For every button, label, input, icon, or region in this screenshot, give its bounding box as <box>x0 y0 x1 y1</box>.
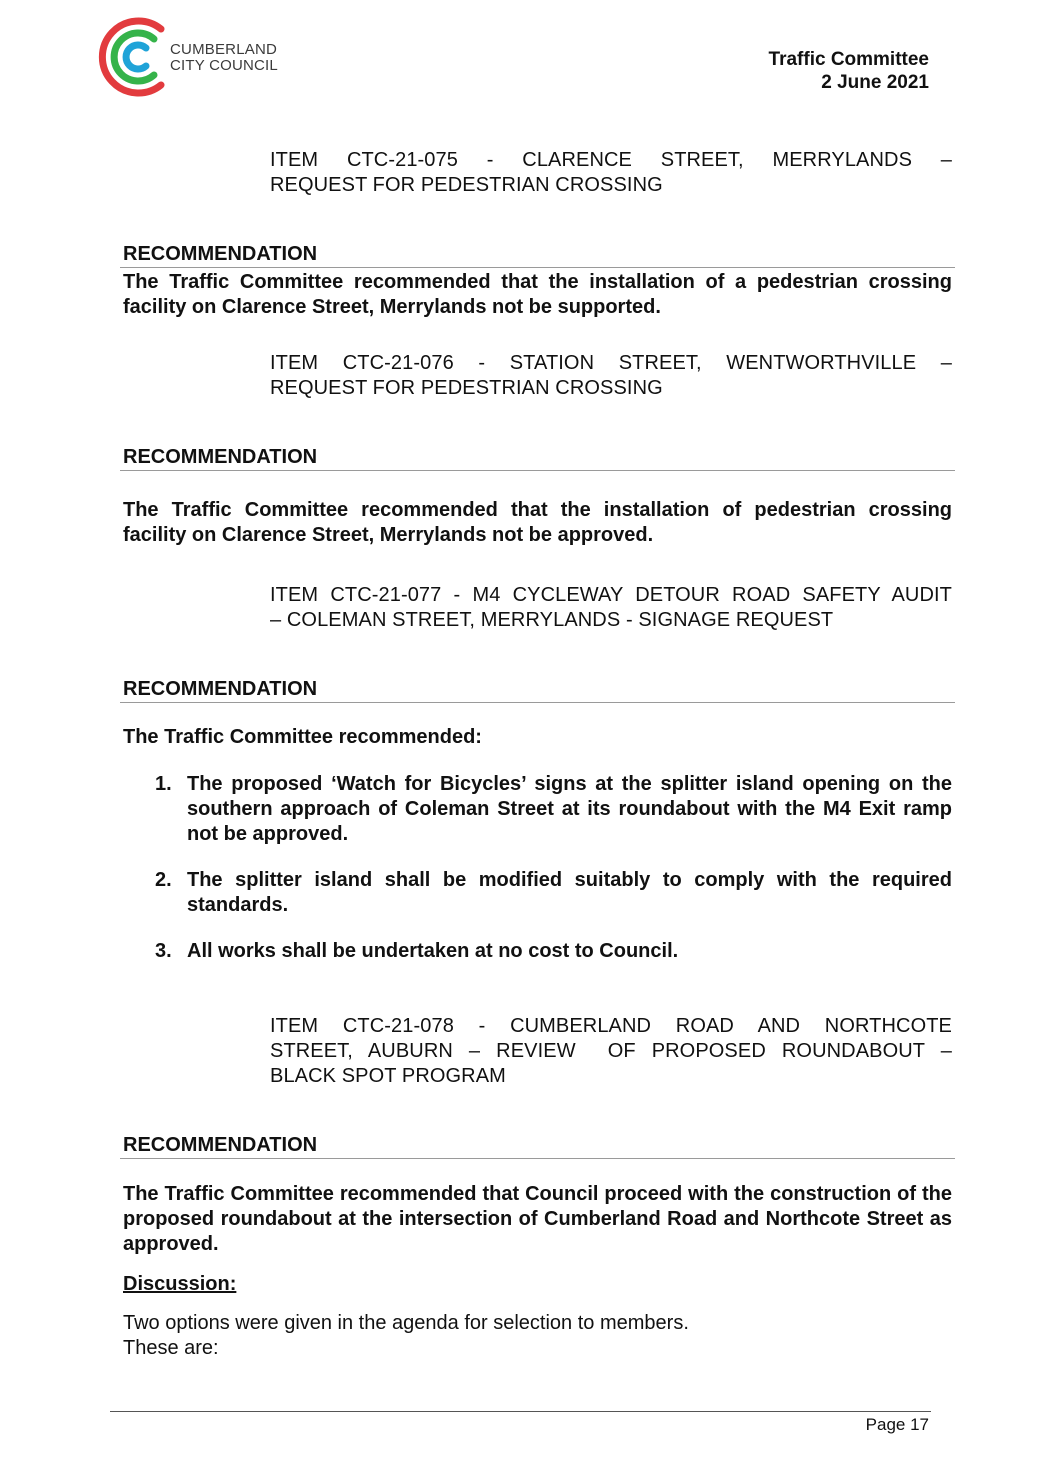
list-item-number: 3. <box>155 940 172 962</box>
list-item-text: The proposed ‘Watch for Bicycles’ signs at the splitter island opening on the southern approach of Coleman Street at its roundabout with the M4 Exit ramp not be approved. <box>187 773 952 845</box>
list-item-text: The splitter island shall be modified suitably to comply with the required standards. <box>187 869 952 916</box>
council-name <box>170 42 278 74</box>
item-heading-078-line3: BLACK SPOT PROGRAM <box>270 1065 506 1087</box>
recommendation-text-075-line2: facility on Clarence Street, Merrylands not be supported. <box>123 296 661 318</box>
list-item <box>123 868 952 918</box>
item-heading-075-line2: REQUEST FOR PEDESTRIAN CROSSING <box>270 174 663 196</box>
recommendation-text-076-line2: facility on Clarence Street, Merrylands not be approved. <box>123 524 654 546</box>
discussion-text-line1: Two options were given in the agenda for selection to members. <box>123 1312 689 1334</box>
list-item-number: 2. <box>155 869 172 891</box>
recommendation-title-075: RECOMMENDATION <box>120 242 955 268</box>
council-logo <box>98 15 298 99</box>
item-heading-076 <box>270 351 952 401</box>
header-meta <box>769 48 929 94</box>
item-heading-078-line1: ITEM CTC-21-078 - CUMBERLAND ROAD AND NORTHCOTE <box>270 1015 952 1037</box>
footer-divider <box>110 1411 931 1412</box>
recommendation-intro-077: The Traffic Committee recommended: <box>123 726 482 748</box>
item-heading-077 <box>270 583 952 633</box>
recommendation-text-075 <box>123 270 952 320</box>
recommendation-title-078: RECOMMENDATION <box>120 1133 955 1159</box>
item-heading-078 <box>270 1014 952 1089</box>
recommendation-text-078: The Traffic Committee recommended that Council proceed with the construction of the proposed roundabout at the intersection of Cumberland Road and Northcote Street as approved. <box>123 1183 952 1255</box>
discussion-text <box>123 1311 952 1361</box>
item-heading-078-line2: STREET, AUBURN – REVIEW OF PROPOSED ROUNDABOUT – <box>270 1040 952 1062</box>
list-item <box>123 772 952 847</box>
item-heading-076-line1: ITEM CTC-21-076 - STATION STREET, WENTWORTHVILLE – <box>270 352 952 374</box>
recommendation-list-077 <box>123 772 952 964</box>
recommendation-text-075-line1: The Traffic Committee recommended that the installation of a pedestrian crossing <box>123 271 952 293</box>
list-item-number: 1. <box>155 773 172 795</box>
recommendation-text-076-line1: The Traffic Committee recommended that the installation of pedestrian crossing <box>123 499 952 521</box>
item-heading-075 <box>270 148 952 198</box>
recommendation-text-076 <box>123 498 952 548</box>
item-heading-075-line1: ITEM CTC-21-075 - CLARENCE STREET, MERRYLANDS – <box>270 149 952 171</box>
discussion-text-line2: These are: <box>123 1337 219 1359</box>
page-number: Page 17 <box>865 1415 929 1434</box>
item-heading-077-line1: ITEM CTC-21-077 - M4 CYCLEWAY DETOUR ROAD SAFETY AUDIT <box>270 584 952 606</box>
item-heading-077-line2: – COLEMAN STREET, MERRYLANDS - SIGNAGE REQUEST <box>270 609 834 631</box>
council-name-line1: CUMBERLAND <box>170 41 278 58</box>
discussion-title: Discussion: <box>123 1273 237 1295</box>
council-logo-icon <box>98 15 168 99</box>
list-item-text: All works shall be undertaken at no cost to Council. <box>187 940 679 962</box>
committee-name: Traffic Committee <box>768 49 929 70</box>
recommendation-title-076: RECOMMENDATION <box>120 445 955 471</box>
item-heading-076-line2: REQUEST FOR PEDESTRIAN CROSSING <box>270 377 663 399</box>
recommendation-title-077: RECOMMENDATION <box>120 677 955 703</box>
document-body <box>123 148 952 1361</box>
council-name-line2: CITY COUNCIL <box>170 57 278 74</box>
list-item <box>123 939 952 964</box>
meeting-date: 2 June 2021 <box>821 72 929 93</box>
